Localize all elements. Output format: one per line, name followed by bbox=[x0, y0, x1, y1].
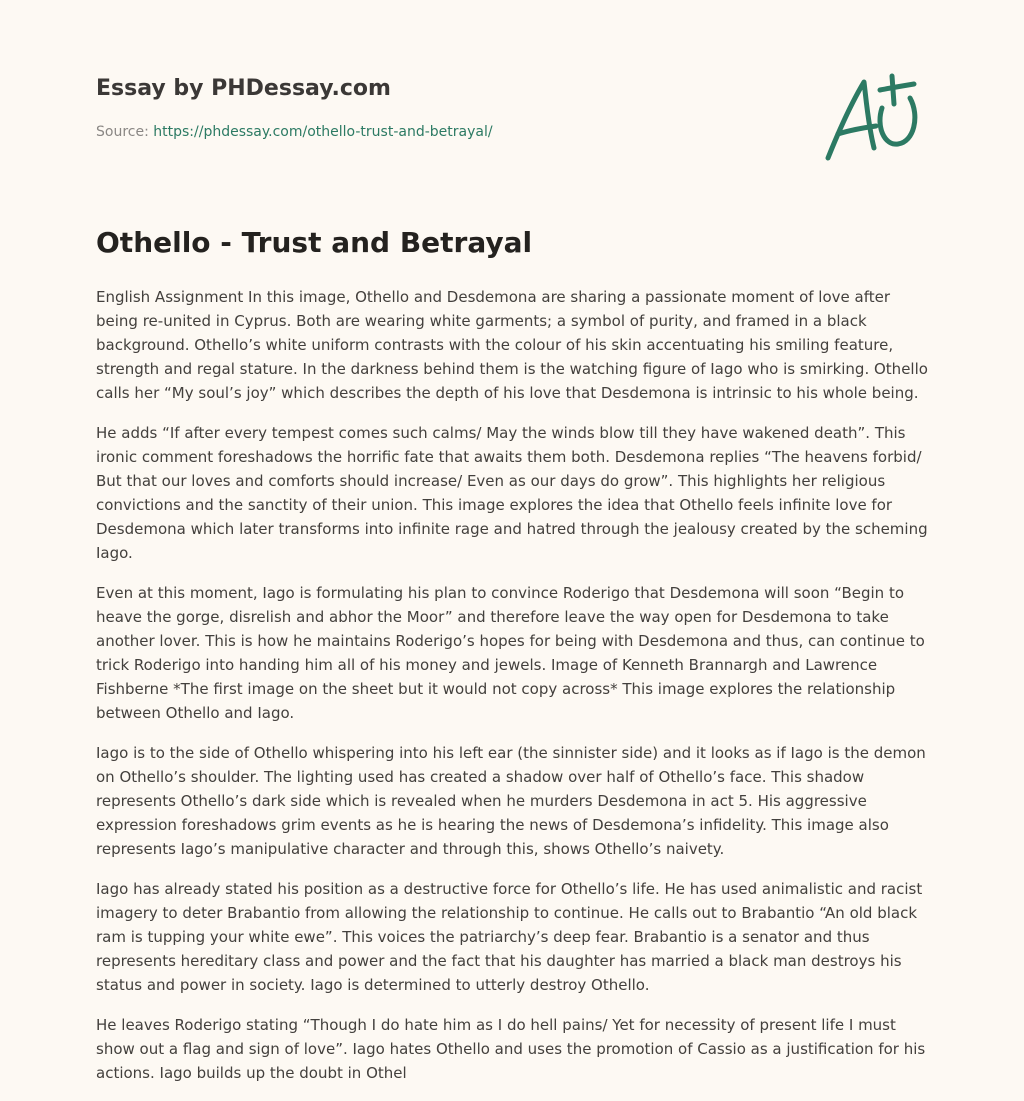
site-brand: Essay by PHDessay.com bbox=[96, 76, 391, 101]
essay-paragraph: English Assignment In this image, Othello and Desdemona are sharing a passionate moment of love after being re-united in Cyprus. Both are wearing white garments; a symbol of purity, and framed in a black background. Othello’s white uniform contrasts with the colour of his skin accentuating his smiling feature, strength and regal stature. In the darkness behind them is the watching figure of Iago who is smirking. Othello calls her “My soul’s joy” which describes the depth of his love that Desdemona is intrinsic to his whole being. bbox=[96, 288, 928, 402]
essay-paragraph: He leaves Roderigo stating “Though I do hate him as I do hell pains/ Yet for necessity of present life I must show out a flag and sign of love”. Iago hates Othello and uses the promotion of Cassio as a justification for his actions. Iago builds up the doubt in Othel bbox=[96, 1016, 926, 1082]
source-link[interactable]: https://phdessay.com/othello-trust-and-betrayal/ bbox=[153, 124, 493, 140]
essay-body bbox=[96, 285, 932, 1101]
source-line bbox=[96, 124, 493, 140]
essay-title: Othello - Trust and Betrayal bbox=[96, 226, 533, 259]
a-plus-logo-icon bbox=[818, 68, 930, 164]
essay-paragraph: Even at this moment, Iago is formulating his plan to convince Roderigo that Desdemona will soon “Begin to heave the gorge, disrelish and abhor the Moor” and therefore leave the way open for Desdemona to take another lover. This is how he maintains Roderigo’s hopes for being with Desdemona and thus, can continue to trick Roderigo into handing him all of his money and jewels. Image of Kenneth Brannargh and Lawrence Fishberne *The first image on the sheet but it would not copy across* This image explores the relationship between Othello and Iago. bbox=[96, 584, 925, 722]
essay-paragraph: He adds “If after every tempest comes such calms/ May the winds blow till they have wakened death”. This ironic comment foreshadows the horrific fate that awaits them both. Desdemona replies “The heavens forbid/ But that our loves and comforts should increase/ Even as our days do grow”. This highlights her religious convictions and the sanctity of their union. This image explores the idea that Othello feels infinite love for Desdemona which later transforms into infinite rage and hatred through the jealousy created by the scheming Iago. bbox=[96, 424, 928, 562]
essay-paragraph: Iago has already stated his position as a destructive force for Othello’s life. He has used animalistic and racist imagery to deter Brabantio from allowing the relationship to continue. He calls out to Brabantio “An old black ram is tupping your white ewe”. This voices the patriarchy’s deep fear. Brabantio is a senator and thus represents hereditary class and power and the fact that his daughter has married a black man destroys his status and power in society. Iago is determined to utterly destroy Othello. bbox=[96, 880, 923, 994]
essay-paragraph: Iago is to the side of Othello whispering into his left ear (the sinnister side) and it looks as if Iago is the demon on Othello’s shoulder. The lighting used has created a shadow over half of Othello’s face. This shadow represents Othello’s dark side which is revealed when he murders Desdemona in act 5. His aggressive expression foreshadows grim events as he is hearing the news of Desdemona’s infidelity. This image also represents Iago’s manipulative character and through this, shows Othello’s naivety. bbox=[96, 744, 926, 858]
source-label: Source: bbox=[96, 124, 149, 140]
